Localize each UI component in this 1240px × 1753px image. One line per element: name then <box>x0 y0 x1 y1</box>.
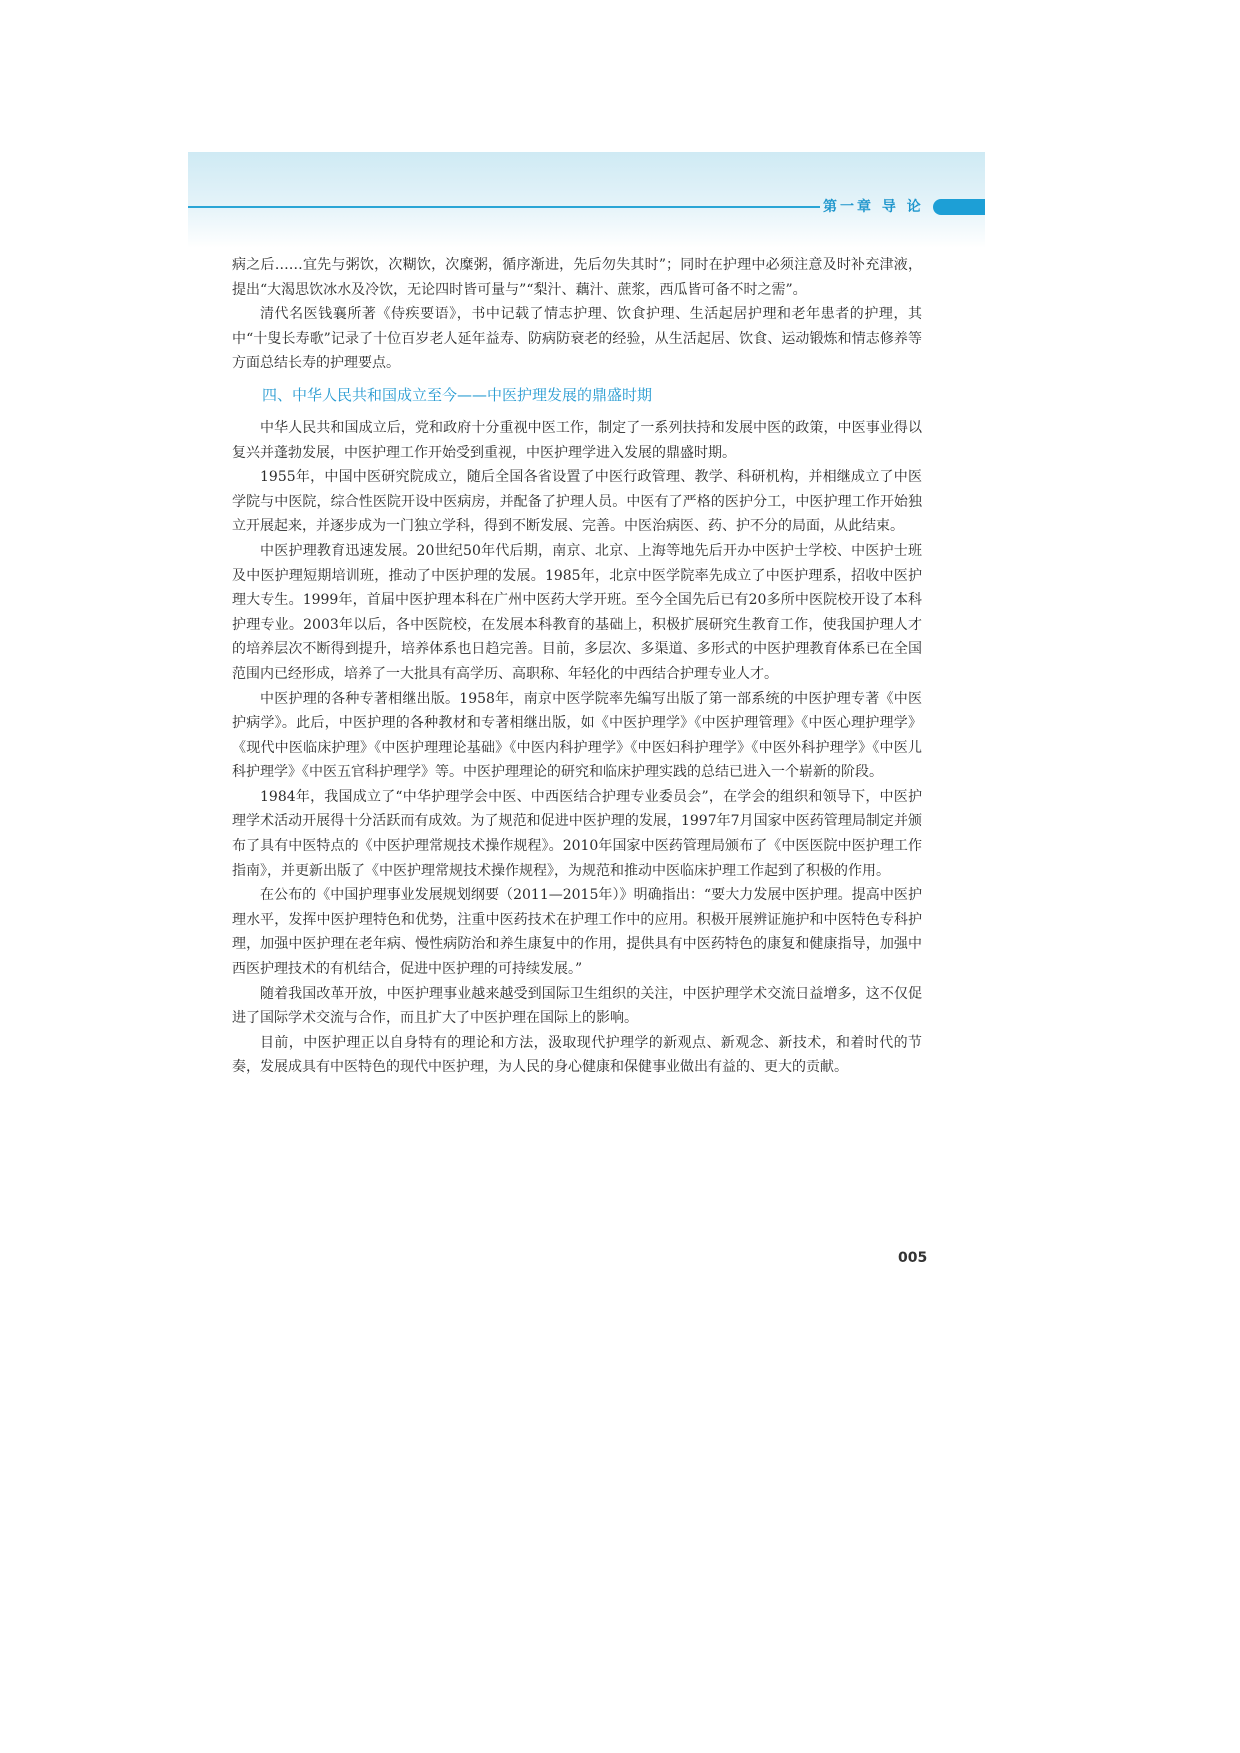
paragraph: 在公布的《中国护理事业发展规划纲要（2011—2015年）》明确指出：“要大力发展中医护理。提高中医护理水平，发挥中医护理特色和优势，注重中医药技术在护理工作中的应用。积极开展辨证施护和中医特色专科护理，加强中医护理在老年病、慢性病防治和养生康复中的作用，提供具有中医药特色的康复和健康指导，加强中西医护理技术的有机结合，促进中医护理的可持续发展。” <box>232 887 922 978</box>
page-number: 005 <box>898 1250 928 1266</box>
paragraph: 1984年，我国成立了“中华护理学会中医、中西医结合护理专业委员会”，在学会的组织和领导下，中医护理学术活动开展得十分活跃而有成效。为了规范和促进中医护理的发展，1997年7月国家中医药管理局制定并颁布了具有中医特点的《中医护理常规技术操作规程》。2010年国家中医药管理局颁布了《中医医院中医护理工作指南》，并更新出版了《中医护理常规技术操作规程》，为规范和推动中医临床护理工作起到了积极的作用。 <box>232 788 922 879</box>
paragraph: 清代名医钱襄所著《侍疾要语》，书中记载了情志护理、饮食护理、生活起居护理和老年患者的护理，其中“十叟长寿歌”记录了十位百岁老人延年益寿、防病防衰老的经验，从生活起居、饮食、运动锻炼和情志修养等方面总结长寿的护理要点。 <box>232 306 922 372</box>
chapter-title: 第一章 导 论 <box>823 199 924 215</box>
section-heading: 四、中华人民共和国成立至今——中医护理发展的鼎盛时期 <box>262 385 653 404</box>
paragraph: 中医护理的各种专著相继出版。1958年，南京中医学院率先编写出版了第一部系统的中医护理专著《中医护病学》。此后，中医护理的各种教材和专著相继出版，如《中医护理学》《中医护理管理》《中医心理护理学》《现代中医临床护理》《中医护理理论基础》《中医内科护理学》《中医妇科护理学》《中医外科护理学》《中医儿科护理学》《中医五官科护理学》等。中医护理理论的研究和临床护理实践的总结已进入一个崭新的阶段。 <box>232 690 922 781</box>
header-tab-marker <box>933 199 985 215</box>
paragraph: 1955年，中国中医研究院成立，随后全国各省设置了中医行政管理、教学、科研机构，并相继成立了中医学院与中医院，综合性医院开设中医病房，并配备了护理人员。中医有了严格的医护分工，中医护理工作开始独立开展起来，并逐步成为一门独立学科，得到不断发展、完善。中医治病医、药、护不分的局面，从此结束。 <box>232 469 922 535</box>
paragraph: 随着我国改革开放，中医护理事业越来越受到国际卫生组织的关注，中医护理学术交流日益增多，这不仅促进了国际学术交流与合作，而且扩大了中医护理在国际上的影响。 <box>232 985 922 1027</box>
header-rule <box>188 206 820 208</box>
paragraph: 目前，中医护理正以自身特有的理论和方法，汲取现代护理学的新观点、新观念、新技术，和着时代的节奏，发展成具有中医特色的现代中医护理，为人民的身心健康和保健事业做出有益的、更大的贡献。 <box>232 1034 922 1076</box>
paragraph: 中医护理教育迅速发展。20世纪50年代后期，南京、北京、上海等地先后开办中医护士学校、中医护士班及中医护理短期培训班，推动了中医护理的发展。1985年，北京中医学院率先成立了中医护理系，招收中医护理大专生。1999年，首届中医护理本科在广州中医药大学开班。至今全国先后已有20多所中医院校开设了本科护理专业。2003年以后，各中医院校，在发展本科教育的基础上，积极扩展研究生教育工作，使我国护理人才的培养层次不断得到提升，培养体系也日趋完善。目前，多层次、多渠道、多形式的中医护理教育体系已在全国范围内已经形成，培养了一大批具有高学历、高职称、年轻化的中西结合护理专业人才。 <box>232 542 922 682</box>
paragraph: 中华人民共和国成立后，党和政府十分重视中医工作，制定了一系列扶持和发展中医的政策，中医事业得以复兴并蓬勃发展，中医护理工作开始受到重视，中医护理学进入发展的鼎盛时期。 <box>232 419 922 461</box>
page-content <box>232 253 922 1080</box>
book-page <box>188 152 985 1282</box>
paragraph: 病之后……宜先与粥饮，次糊饮，次糜粥，循序渐进，先后勿失其时”；同时在护理中必须注意及时补充津液，提出“大渴思饮冰水及冷饮，无论四时皆可量与”“梨汁、藕汁、蔗浆，西瓜皆可备不时之需”。 <box>232 257 922 298</box>
